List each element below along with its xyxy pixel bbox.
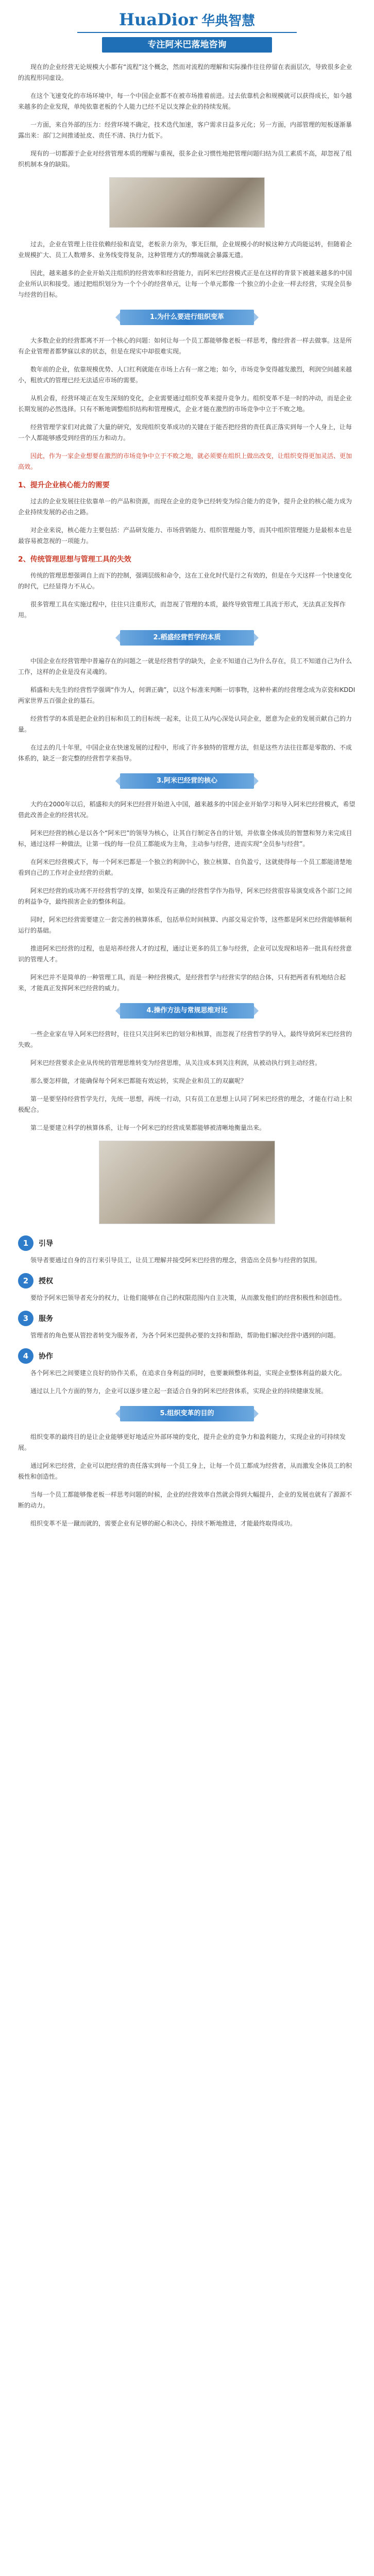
- item-text: 管理者的角色要从管控者转变为服务者，为各个阿米巴提供必要的支持和帮助，帮助他们解决经营中遇到的问题。: [30, 1332, 340, 1339]
- section1-sub2-paragraph: 很多管理工具在实施过程中，往往只注重形式，而忽视了管理的本质，最终导致管理工具流于形式，无法真正发挥作用。: [18, 601, 346, 619]
- tagline-badge: 专注阿米巴落地咨询: [102, 37, 272, 53]
- section5-paragraph: 组织变革的最终目的是让企业能够更好地适应外部环境的变化，提升企业的竞争力和盈利能力，实现企业的可持续发展。: [18, 1433, 346, 1451]
- section4-paragraph: 阿米巴经营要求企业从传统的管理思维转变为经营思维，从关注成本到关注利润，从被动执行到主动经营。: [30, 1059, 321, 1066]
- item-text: 领导者要通过自身的言行来引导员工，让员工理解并接受阿米巴经营的理念，营造出全员参与经营的氛围。: [30, 1257, 321, 1264]
- brand-name-cn: 华典智慧: [201, 13, 256, 29]
- section2-paragraph: 中国企业在经营管理中普遍存在的问题之一就是经营哲学的缺失，企业不知道自己为什么存在，员工不知道自己为什么工作，这样的企业是没有灵魂的。: [18, 657, 352, 675]
- brand-name-en: HuaDior: [118, 10, 198, 29]
- section3-paragraph: 阿米巴并不是简单的一种管理工具，而是一种经营模式，是经营哲学与经营实学的结合体，只有把两者有机地结合起来，才能真正发挥阿米巴经营的威力。: [18, 974, 346, 992]
- section3-paragraph: 阿米巴经营的成功离不开经营哲学的支撑，如果没有正确的经营哲学作为指导，阿米巴经营很容易演变成各个部门之间的利益争夺，最终损害企业的整体利益。: [18, 887, 352, 905]
- section1-highlight: 因此，作为一家企业想要在激烈的市场竞争中立于不败之地，就必须要在组织上做出改变，让组织变得更加灵活、更加高效。: [18, 452, 352, 470]
- numbered-item-1: [18, 1235, 356, 1251]
- section3-paragraph: 推进阿米巴经营的过程，也是培养经营人才的过程，通过让更多的员工参与经营，企业可以发现和培养一批具有经营意识的管理人才。: [18, 945, 352, 963]
- intro-paragraph: 在这个飞速变化的市场环境中，每一个中国企业都不在被市场推着前进。过去依靠机会和规模就可以获得成长，如今越来越多的企业发现，单纯依靠老板的个人能力已经不足以支撑企业的持续发展。: [18, 92, 352, 110]
- intro-paragraph: 因此，越来越多的企业开始关注组织的经营效率和经营能力，而阿米巴经营模式正是在这样的背景下被越来越多的中国企业所认识和接受。通过把组织划分为一个个小的经营单元，让每一个单元都像一个独立的小企业一样去经营，实现全员参与经营的目标。: [18, 269, 352, 298]
- intro-photo: [109, 177, 265, 228]
- section-banner-2: 2.稻盛经营哲学的本质: [120, 630, 254, 646]
- section-banner-1: 1.为什么要进行组织变革: [120, 310, 254, 325]
- section4-question: 那么要怎样做，才能确保每个阿米巴都能有效运转，实现企业和员工的双赢呢？: [30, 1077, 247, 1084]
- number-badge-icon: 4: [18, 1348, 33, 1364]
- item-title: 授权: [39, 1277, 53, 1285]
- section1-subhead-1: 1、提升企业核心能力的需要: [18, 481, 110, 489]
- number-badge-icon: 2: [18, 1273, 33, 1289]
- section4-paragraph: 第一是要坚持经营哲学先行，先统一思想，再统一行动，只有员工在思想上认同了阿米巴经营的理念，才能在行动上积极配合。: [18, 1095, 352, 1113]
- intro-paragraph: 现在的企业经营无论规模大小都有“流程”这个概念，然而对流程的理解和实际操作往往停留在表面层次，导致很多企业的流程形同虚设。: [18, 63, 352, 81]
- section2-paragraph: 稻盛和夫先生的经营哲学强调“作为人，何谓正确”，以这个标准来判断一切事物，这种朴素的经营理念成为京瓷和KDDI两家世界五百强企业的基石。: [18, 686, 355, 704]
- section4-paragraph: 一些企业家在导入阿米巴经营时，往往只关注阿米巴的划分和核算，而忽视了经营哲学的导入，最终导致阿米巴经营的失败。: [18, 1030, 352, 1048]
- section3-paragraph: 阿米巴经营的核心是以各个“阿米巴”的领导为核心，让其自行制定各自的计划，并依靠全体成员的智慧和努力来完成目标，通过这样一种做法，让第一线的每一位员工都能成为主角，主动参与经营，进而实现“全员参与经营”。: [18, 829, 352, 848]
- numbered-item-3: [18, 1311, 356, 1326]
- section4-closing: 通过以上几个方面的努力，企业可以逐步建立起一套适合自身的阿米巴经营体系，实现企业的持续健康发展。: [30, 1387, 328, 1395]
- section2-paragraph: 在过去的几十年里，中国企业在快速发展的过程中，形成了许多独特的管理方法，但是这些方法往往都是零散的、不成体系的，缺乏一套完整的经营哲学来指导。: [18, 744, 352, 762]
- section-banner-4: 4.操作方法与常规思维对比: [120, 1003, 254, 1019]
- team-photo: [99, 1141, 275, 1224]
- section5-paragraph: 组织变革不是一蹴而就的，需要企业有足够的耐心和决心，持续不断地推进，才能最终取得成功。: [30, 1520, 297, 1527]
- item-text: 要给予阿米巴领导者充分的权力，让他们能够在自己的权限范围内自主决策，从而激发他们的经营积极性和创造性。: [30, 1294, 346, 1301]
- brand-underline: [77, 32, 297, 33]
- section-banner-3: 3.阿米巴经营的核心: [120, 773, 254, 789]
- intro-paragraph: 过去，企业在管理上往往依赖经验和直觉，老板亲力亲为，事无巨细，企业规模小的时候这种方式尚能运转，但随着企业规模扩大、员工人数增多、业务线变得复杂，这种管理方式的弊端就会暴露无遗。: [18, 241, 352, 259]
- number-badge-icon: 1: [18, 1235, 33, 1251]
- section5-paragraph: 通过阿米巴经营，企业可以把经营的责任落实到每一个员工身上，让每一个员工都成为经营者，从而激发全体员工的积极性和创造性。: [18, 1462, 352, 1480]
- section3-paragraph: 在阿米巴经营模式下，每一个阿米巴都是一个独立的利润中心，独立核算、自负盈亏，这就使得每一个员工都能清楚地看到自己的工作对企业经营的贡献。: [18, 858, 352, 876]
- number-badge-icon: 3: [18, 1311, 33, 1326]
- item-title: 服务: [39, 1315, 53, 1323]
- section1-paragraph: 从机会看，经营环境正在发生深刻的变化，企业需要通过组织变革来提升竞争力。组织变革不是一时的冲动，而是企业长期发展的必然选择。只有不断地调整组织结构和管理模式，企业才能在激烈的市场竞争中立于不败之地。: [18, 395, 352, 413]
- item-title: 引导: [39, 1240, 53, 1248]
- brand-logo: [77, 9, 297, 30]
- numbered-item-4: [18, 1348, 356, 1364]
- intro-paragraph: 一方面，来自外部的压力：经营环境不确定，技术迭代加速，客户需求日益多元化；另一方面，内部管理的短板逐渐暴露出来：部门之间推诿扯皮、责任不清、执行力低下。: [18, 121, 352, 139]
- header-banner: [77, 9, 297, 52]
- article-body: [18, 62, 356, 1536]
- section1-sub1-paragraph: 对企业来说，核心能力主要包括：产品研发能力、市场营销能力、组织管理能力等，而其中组织管理能力是最根本也是最容易被忽视的一项能力。: [18, 527, 352, 545]
- section1-sub1-paragraph: 过去的企业发展往往依靠单一的产品和资源，而现在企业的竞争已经转变为综合能力的竞争，提升企业的核心能力成为企业持续发展的必由之路。: [18, 498, 352, 516]
- item-title: 协作: [39, 1352, 53, 1361]
- section4-paragraph: 第二是要建立科学的核算体系，让每一个阿米巴的经营成果都能够被清晰地衡量出来。: [30, 1124, 266, 1131]
- section1-paragraph: 数年前的企业，依靠规模优势、人口红利就能在市场上占有一席之地；如今，市场竞争变得越发激烈，利润空间越来越小，粗放式的管理已经无法适应市场的需要。: [18, 366, 352, 384]
- section1-sub2-paragraph: 传统的管理思想强调自上而下的控制，强调层级和命令，这在工业化时代是行之有效的，但是在今天这样一个快速变化的时代，已经显得力不从心。: [18, 572, 352, 590]
- section1-paragraph: 经营管理学家们对此做了大量的研究，发现组织变革成功的关键在于能否把经营的责任真正落实到每一个人身上，让每一个人都能够感受到经营的压力和动力。: [18, 423, 352, 442]
- section1-subhead-2: 2、传统管理思想与管理工具的失效: [18, 555, 131, 564]
- section1-paragraph: 大多数企业的经营都离不开一个核心的问题：如何让每一个员工都能够像老板一样思考，像经营者一样去做事。这是所有企业管理者都梦寐以求的状态，但是在现实中却很难实现。: [18, 337, 352, 355]
- section3-paragraph: 大约在2000年以后，稻盛和夫的阿米巴经营开始进入中国，越来越多的中国企业开始学习和导入阿米巴经营模式，希望借此改善企业的经营状况。: [18, 801, 355, 819]
- section2-paragraph: 经营哲学的本质是把企业的目标和员工的目标统一起来，让员工从内心深处认同企业，愿意为企业的发展贡献自己的力量。: [18, 715, 352, 733]
- item-text: 各个阿米巴之间要建立良好的协作关系，在追求自身利益的同时，也要兼顾整体利益，实现企业整体利益的最大化。: [30, 1369, 346, 1377]
- intro-paragraph: 现有的一切都源于企业对经营管理本质的理解与重视，很多企业习惯性地把管理问题归结为员工素质不高，却忽视了组织机制本身的缺陷。: [18, 150, 352, 168]
- section5-paragraph: 当每一个员工都能够像老板一样思考问题的时候，企业的经营效率自然就会得到大幅提升，企业的发展也就有了源源不断的动力。: [18, 1491, 352, 1509]
- numbered-item-2: [18, 1273, 356, 1289]
- section-banner-5: 5.组织变革的目的: [120, 1406, 254, 1421]
- section3-paragraph: 同时，阿米巴经营需要建立一套完善的核算体系，包括单位时间核算、内部交易定价等，这些都是阿米巴经营能够顺利运行的基础。: [18, 916, 352, 934]
